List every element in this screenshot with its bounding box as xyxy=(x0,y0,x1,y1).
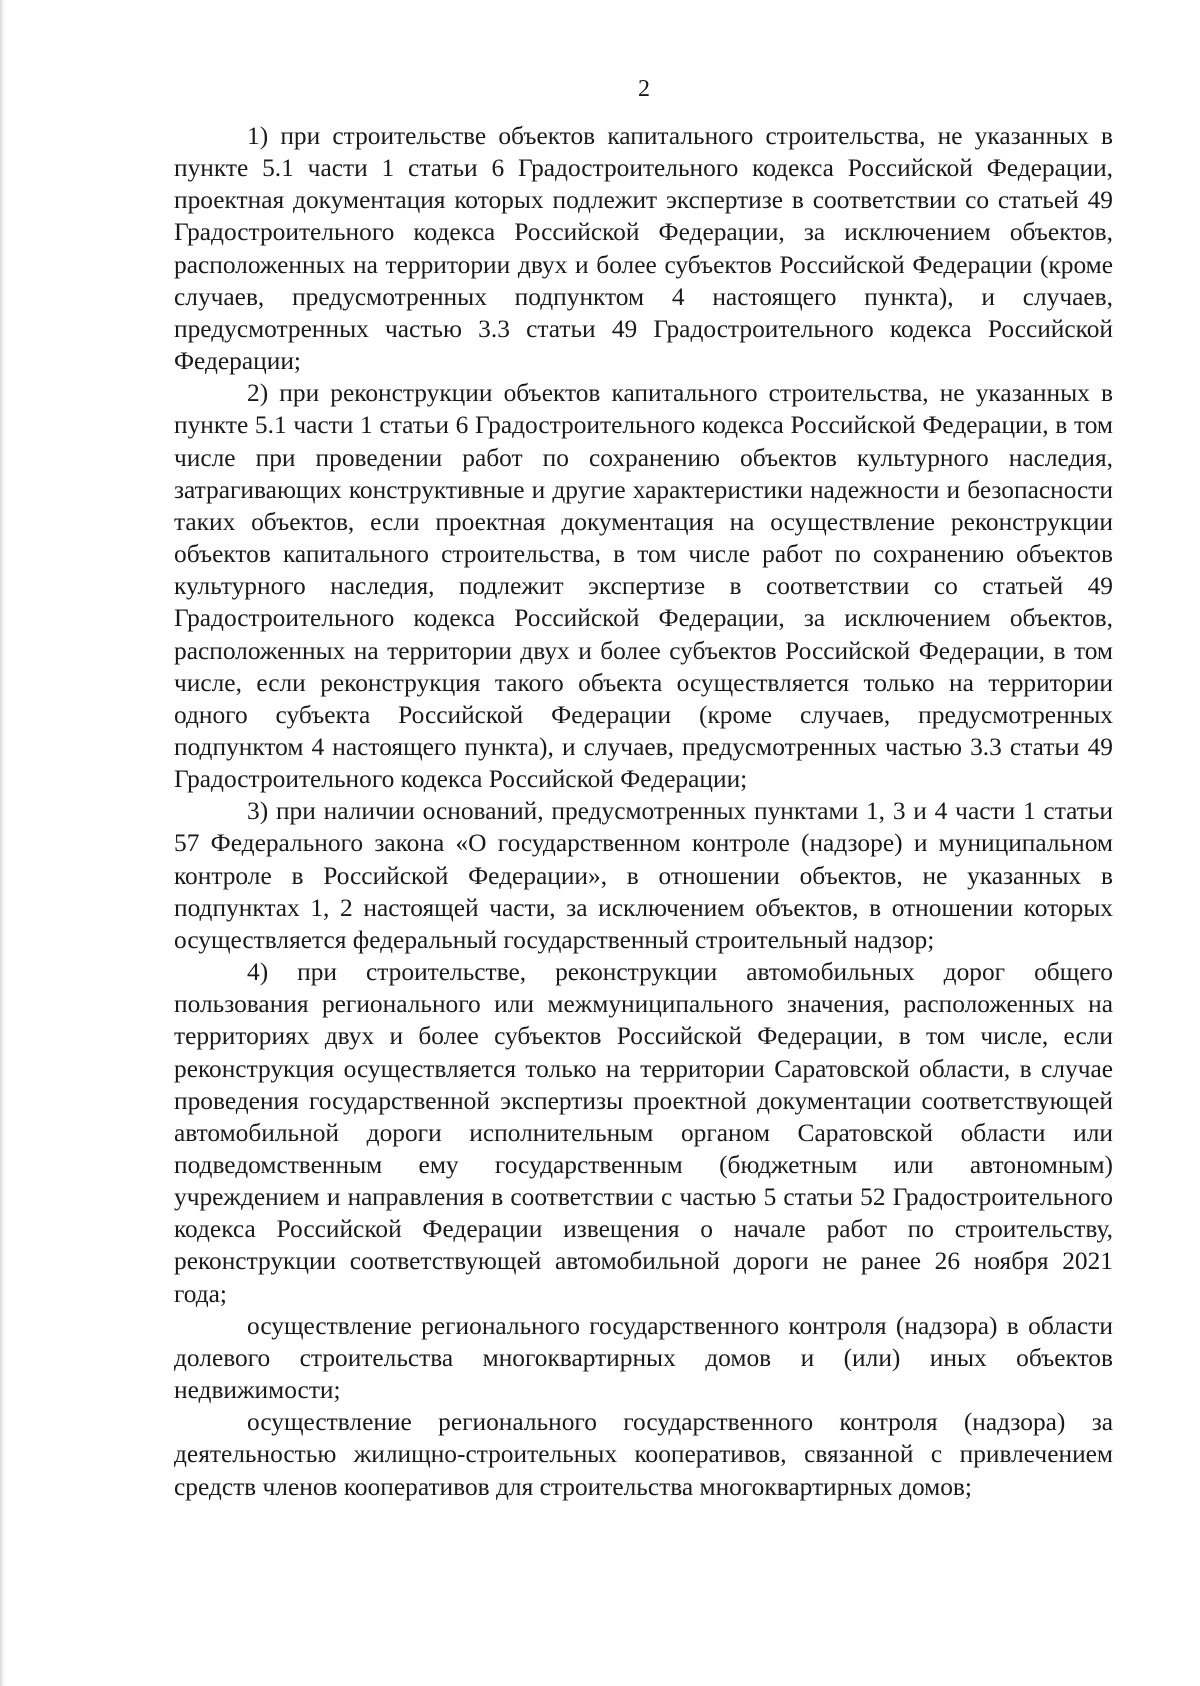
paragraph-item-4: 4) при строительстве, реконструкции автомобильных дорог общего пользования регионального или межмуниципального значения, расположенных на территориях двух и более субъектов Российской Федерации, в том числе, если реконструкция осуществляется только на территории Саратовской области, в случае проведения государственной экспертизы проектной документации соответствующей автомобильной дороги исполнительным органом Саратовской области или подведомственным ему государственным (бюджетным или автономным) учреждением и направления в соответствии с частью 5 статьи 52 Градостроительного кодекса Российской Федерации извещения о начале работ по строительству, реконструкции соответствующей автомобильной дороги не ранее 26 ноября 2021 года; xyxy=(174,958,1113,1308)
paragraph-regional-control-shared-construction: осуществление регионального государственного контроля (надзора) в области долевого строительства многоквартирных домов и (или) иных объектов недвижимости; xyxy=(174,1311,1113,1405)
page-number: 2 xyxy=(638,76,650,102)
paragraph-item-3: 3) при наличии оснований, предусмотренных пунктами 1, 3 и 4 части 1 статьи 57 Федерального закона «О государственном контроле (надзоре) и муниципальном контроле в Российской Федерации», в отношении объектов, не указанных в подпунктах 1, 2 настоящей части, за исключением объектов, в отношении которых осуществляется федеральный государственный строительный надзор; xyxy=(174,797,1113,954)
scan-edge xyxy=(0,0,5,1686)
paragraph-regional-control-housing-cooperatives: осуществление регионального государственного контроля (надзора) за деятельностью жилищно-строительных кооперативов, связанной с привлечением средств членов кооперативов для строительства многоквартирных домов; xyxy=(174,1408,1113,1501)
document-body xyxy=(174,120,1113,1503)
paragraph-item-2: 2) при реконструкции объектов капитального строительства, не указанных в пункте 5.1 части 1 статьи 6 Градостроительного кодекса Российской Федерации, в том числе при проведении работ по сохранению объектов культурного наследия, затрагивающих конструктивные и другие характеристики надежности и безопасности таких объектов, если проектная документация на осуществление реконструкции объектов капитального строительства, в том числе работ по сохранению объектов культурного наследия, подлежит экспертизе в соответствии со статьей 49 Градостроительного кодекса Российской Федерации, за исключением объектов, расположенных на территории двух и более субъектов Российской Федерации, в том числе, если реконструкция такого объекта осуществляется только на территории одного субъекта Российской Федерации (кроме случаев, предусмотренных подпунктом 4 настоящего пункта), и случаев, предусмотренных частью 3.3 статьи 49 Градостроительного кодекса Российской Федерации; xyxy=(174,379,1113,794)
paragraph-item-1: 1) при строительстве объектов капитального строительства, не указанных в пункте 5.1 части 1 статьи 6 Градостроительного кодекса Российской Федерации, проектная документация которых подлежит экспертизе в соответствии со статьей 49 Градостроительного кодекса Российской Федерации, за исключением объектов, расположенных на территории двух и более субъектов Российской Федерации (кроме случаев, предусмотренных подпунктом 4 настоящего пункта), и случаев, предусмотренных частью 3.3 статьи 49 Градостроительного кодекса Российской Федерации; xyxy=(174,122,1113,376)
